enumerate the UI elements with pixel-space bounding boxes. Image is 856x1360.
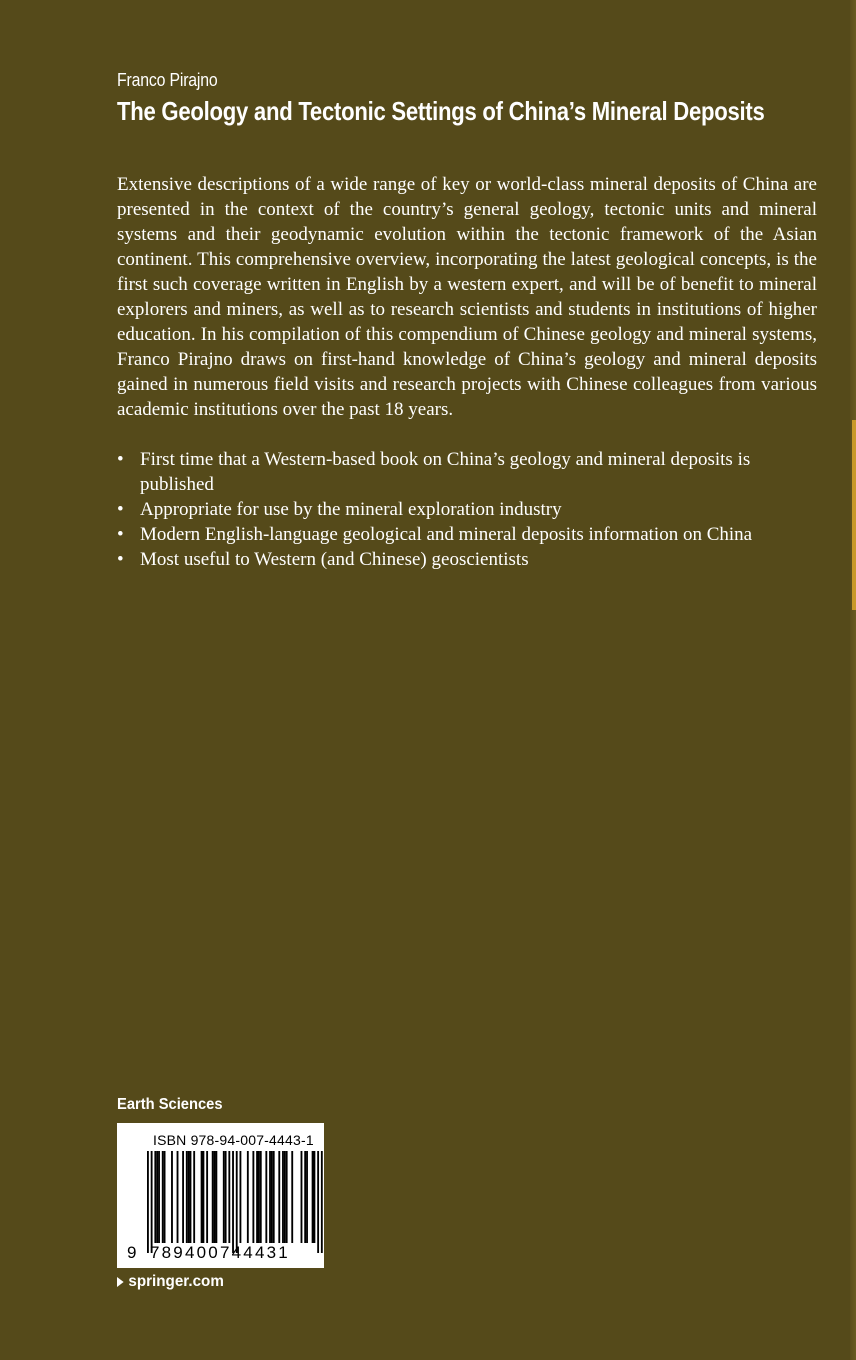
- barcode-bar: [201, 1151, 203, 1243]
- bullet-icon: •: [117, 499, 124, 520]
- barcode-bar: [164, 1151, 166, 1243]
- spine-accent-mark: [852, 420, 856, 610]
- barcode-bar: [269, 1151, 271, 1243]
- barcode-bar: [154, 1151, 156, 1243]
- barcode-bar: [190, 1151, 192, 1243]
- publisher-url: springer.com: [128, 1273, 224, 1290]
- barcode-bar: [232, 1151, 234, 1253]
- barcode-bar: [162, 1151, 164, 1243]
- list-item: [117, 522, 807, 547]
- barcode-bar: [228, 1151, 230, 1243]
- barcode-bar: [282, 1151, 284, 1243]
- barcode-right-digits: 744431: [220, 1243, 290, 1262]
- list-item-text: Appropriate for use by the mineral exploration industry: [140, 499, 562, 520]
- barcode-left-digits: 789400: [150, 1243, 220, 1262]
- barcode-bar: [304, 1151, 306, 1243]
- barcode-first-digit: 9: [127, 1243, 139, 1262]
- barcode-bar: [271, 1151, 273, 1243]
- list-item: [117, 547, 807, 572]
- feature-list: [117, 447, 807, 572]
- subject-category: Earth Sciences: [117, 1096, 223, 1113]
- list-item-text: First time that a Western-based book on China’s geology and mineral deposits is published: [140, 449, 751, 495]
- barcode-bar: [236, 1151, 238, 1253]
- book-title: The Geology and Tectonic Settings of China’s Mineral Deposits: [117, 96, 765, 126]
- barcode-bar: [223, 1151, 225, 1243]
- barcode-bar: [278, 1151, 280, 1243]
- barcode-bar: [317, 1151, 319, 1253]
- barcode-bar: [258, 1151, 260, 1243]
- barcode-bar: [291, 1151, 293, 1243]
- barcode-bar: [286, 1151, 288, 1243]
- barcode-bar: [312, 1151, 314, 1243]
- barcode-bar: [273, 1151, 275, 1243]
- publisher-link[interactable]: [117, 1273, 224, 1291]
- barcode-bar: [151, 1151, 153, 1253]
- book-description: Extensive descriptions of a wide range of key or world-class mineral deposits of China are presented in the context of the country’s general geology, tectonic units and mineral systems and their geodynamic evolution within the tectonic framework of the Asian continent. This comprehensive overview, incorporating the latest geological concepts, is the first such coverage written in English by a western expert, and will be of benefit to mineral explorers and miners, as well as to research scientists and students in institutions of higher education. In his compilation of this compendium of Chinese geology and mineral systems, Franco Pirajno draws on first-hand knowledge of China’s geology and mineral deposits gained in numerous field visits and research projects with Chinese colleagues from various academic institutions over the past 18 years.: [117, 174, 817, 420]
- barcode-bar: [240, 1151, 242, 1243]
- bullet-icon: •: [117, 549, 124, 570]
- author-name: Franco Pirajno: [117, 70, 218, 90]
- barcode-bar: [203, 1151, 205, 1243]
- barcode-bar: [247, 1151, 249, 1243]
- barcode-bar: [215, 1151, 217, 1243]
- list-item: [117, 497, 807, 522]
- barcode-bar: [252, 1151, 254, 1243]
- barcode-bar: [158, 1151, 160, 1243]
- barcode-bar: [156, 1151, 158, 1243]
- barcode-bar: [186, 1151, 188, 1243]
- barcode-bar: [256, 1151, 258, 1243]
- barcode-bar: [206, 1151, 208, 1243]
- barcode-bar: [284, 1151, 286, 1243]
- play-arrow-icon: [117, 1277, 124, 1287]
- barcode-bar: [321, 1151, 323, 1253]
- barcode-bar: [171, 1151, 173, 1243]
- list-item: [117, 447, 807, 497]
- barcode-bar: [301, 1151, 303, 1243]
- barcode-bar: [188, 1151, 190, 1243]
- barcode-bar: [225, 1151, 227, 1243]
- barcode-bar: [265, 1151, 267, 1243]
- barcode-bar: [260, 1151, 262, 1243]
- barcode-bar: [306, 1151, 308, 1243]
- barcode-bar: [182, 1151, 184, 1243]
- bullet-icon: •: [117, 524, 124, 545]
- list-item-text: Modern English-language geological and mineral deposits information on China: [140, 524, 753, 545]
- barcode-bar: [314, 1151, 316, 1243]
- barcode-bar: [214, 1151, 216, 1243]
- spine-edge: [850, 0, 856, 1360]
- barcode-bar: [177, 1151, 179, 1243]
- list-item-text: Most useful to Western (and Chinese) geoscientists: [140, 549, 529, 570]
- barcode-bar: [147, 1151, 149, 1253]
- isbn-barcode: [117, 1123, 324, 1268]
- barcode-bar: [193, 1151, 195, 1243]
- barcode-bar: [212, 1151, 214, 1243]
- bullet-icon: •: [117, 449, 124, 470]
- isbn-label: ISBN 978-94-007-4443-1: [153, 1132, 314, 1148]
